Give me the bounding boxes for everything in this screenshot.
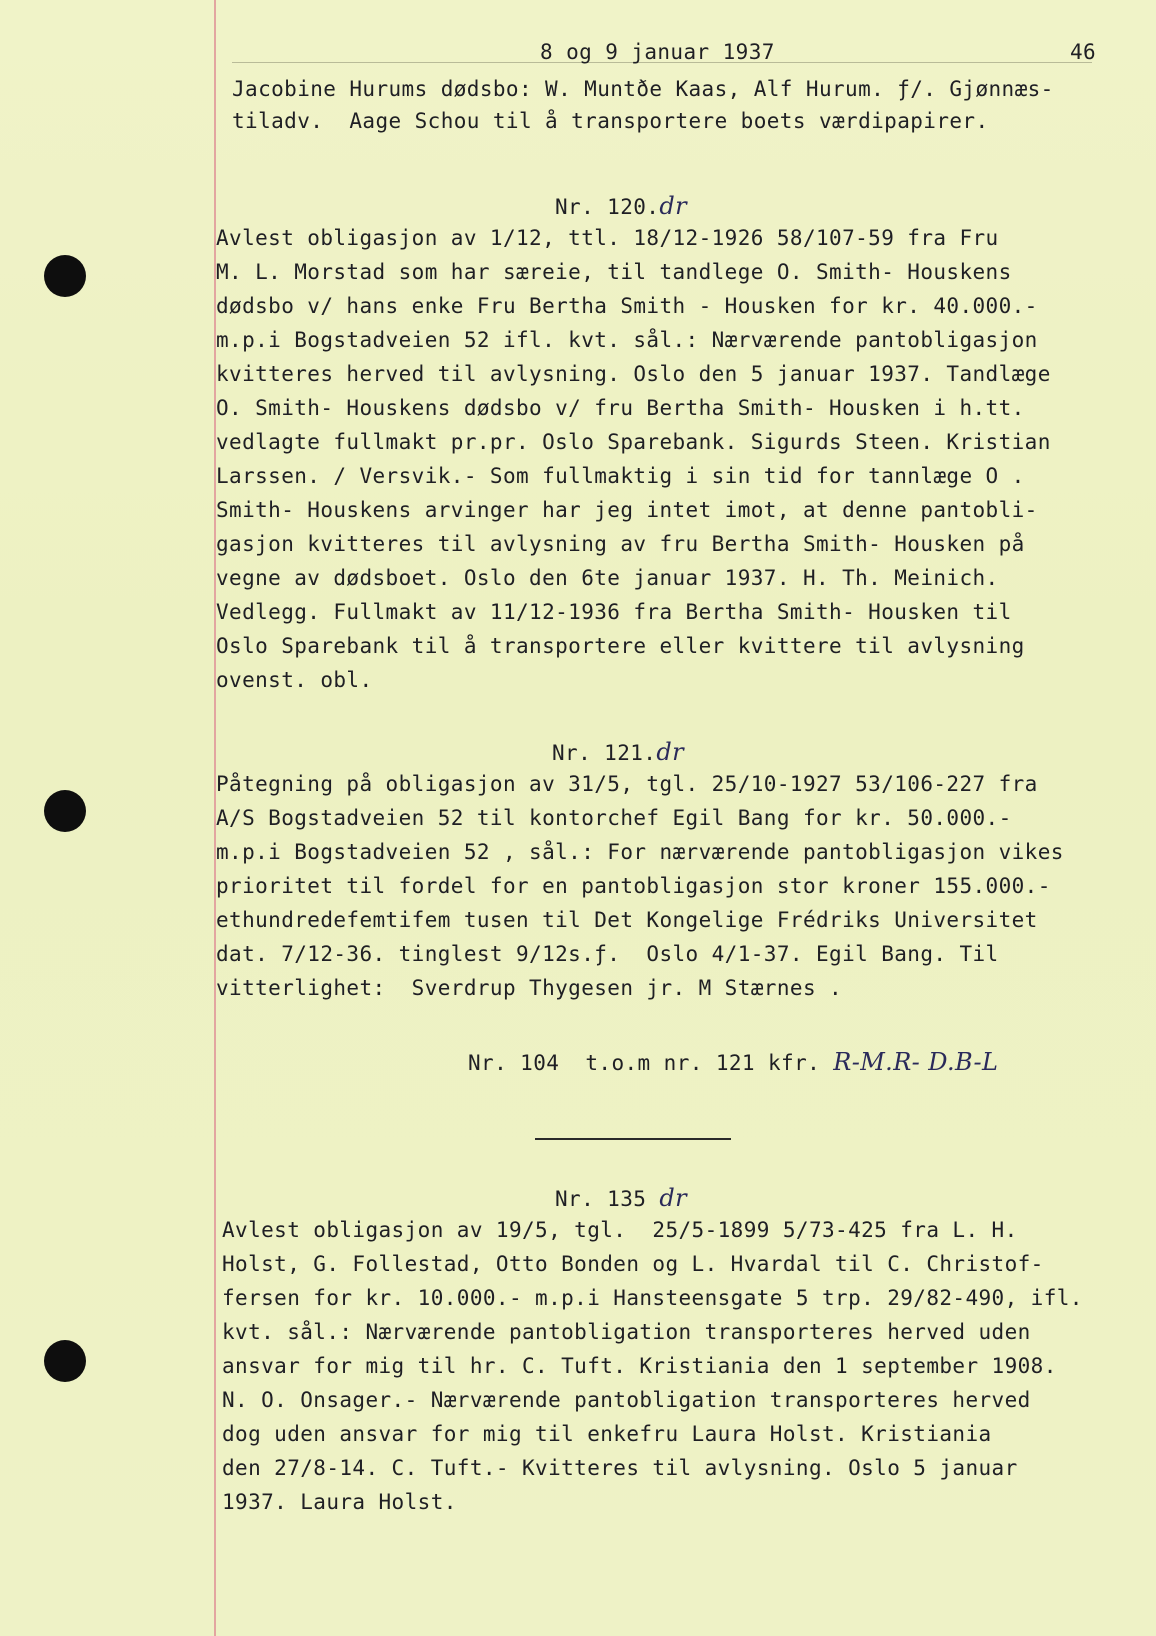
entry-line: dødsbo v/ hans enke Fru Bertha Smith - Housken for kr. 40.000.- — [216, 294, 1038, 318]
entry-line: dog uden ansvar for mig til enkefru Laura Holst. Kristiania — [222, 1422, 992, 1446]
entry-line: A/S Bogstadveien 52 til kontorchef Egil Bang for kr. 50.000.- — [216, 806, 1012, 830]
intro-line: Jacobine Hurums dødsbo: W. Muntðe Kaas, Alf Hurum. ƒ/. Gjønnæs- — [232, 77, 1054, 101]
entry-line: fersen for kr. 10.000.- m.p.i Hansteensgate 5 trp. 29/82-490, ifl. — [222, 1286, 1083, 1310]
entry-number: Nr. 120. — [555, 195, 660, 219]
entry-line: gasjon kvitteres til avlysning av fru Bertha Smith- Housken på — [216, 532, 1025, 556]
entry-line: Vedlegg. Fullmakt av 11/12-1936 fra Bertha Smith- Housken til — [216, 600, 1012, 624]
entry-heading — [555, 1184, 687, 1212]
entry-initials: dr — [659, 1184, 687, 1212]
entry-line: ovenst. obl. — [216, 668, 373, 692]
entry-line: ethundredefemtifem tusen til Det Kongelige Frédriks Universitet — [216, 908, 1038, 932]
punch-hole-bottom — [44, 1340, 86, 1382]
entry-line: den 27/8-14. C. Tuft.- Kvitteres til avlysning. Oslo 5 januar — [222, 1456, 1018, 1480]
entry-line: dat. 7/12-36. tinglest 9/12s.ƒ. Oslo 4/1-37. Egil Bang. Til — [216, 942, 999, 966]
entry-line: ansvar for mig til hr. C. Tuft. Kristiania den 1 september 1908. — [222, 1354, 1057, 1378]
entry-line: Larssen. / Versvik.- Som fullmaktig i sin tid for tannlæge O . — [216, 464, 1025, 488]
entry-line: vegne av dødsboet. Oslo den 6te januar 1937. H. Th. Meinich. — [216, 566, 999, 590]
section-divider — [535, 1138, 731, 1140]
entry-heading — [552, 738, 684, 766]
entry-line: Holst, G. Follestad, Otto Bonden og L. Hvardal til C. Christof- — [222, 1252, 1044, 1276]
entry-line: Avlest obligasjon av 1/12, ttl. 18/12-1926 58/107-59 fra Fru — [216, 226, 999, 250]
reference-line — [468, 1048, 998, 1076]
entry-line: Oslo Sparebank til å transportere eller kvittere til avlysning — [216, 634, 1025, 658]
page-number: 46 — [1070, 40, 1097, 64]
entry-line: m.p.i Bogstadveien 52 , sål.: For nærværende pantobligasjon vikes — [216, 840, 1064, 864]
entry-line: Smith- Houskens arvinger har jeg intet imot, at denne pantobli- — [216, 498, 1038, 522]
entry-line: Avlest obligasjon av 19/5, tgl. 25/5-1899 5/73-425 fra L. H. — [222, 1218, 1018, 1242]
reference-text: Nr. 104 t.o.m nr. 121 kfr. — [468, 1051, 821, 1075]
entry-line: kvitteres herved til avlysning. Oslo den 5 januar 1937. Tandlæge — [216, 362, 1051, 386]
entry-line: prioritet til fordel for en pantobligasjon stor kroner 155.000.- — [216, 874, 1051, 898]
header-date: 8 og 9 januar 1937 — [540, 40, 775, 64]
entry-number: Nr. 121. — [552, 741, 657, 765]
entry-line: N. O. Onsager.- Nærværende pantobligation transporteres herved — [222, 1388, 1031, 1412]
entry-initials: dr — [659, 192, 687, 220]
entry-line: Påtegning på obligasjon av 31/5, tgl. 25/10-1927 53/106-227 fra — [216, 772, 1038, 796]
entry-line: vedlagte fullmakt pr.pr. Oslo Sparebank. Sigurds Steen. Kristian — [216, 430, 1051, 454]
entry-line: kvt. sål.: Nærværende pantobligation transporteres herved uden — [222, 1320, 1031, 1344]
entry-number: Nr. 135 — [555, 1187, 647, 1211]
punch-hole-top — [44, 255, 86, 297]
entry-line: 1937. Laura Holst. — [222, 1490, 457, 1514]
entry-line: O. Smith- Houskens dødsbo v/ fru Bertha Smith- Housken i h.tt. — [216, 396, 1025, 420]
entry-line: M. L. Morstad som har særeie, til tandlege O. Smith- Houskens — [216, 260, 1012, 284]
entry-initials: dr — [656, 738, 684, 766]
reference-signature: R-M.R- D.B-L — [833, 1048, 999, 1076]
punch-hole-middle — [44, 790, 86, 832]
entry-heading — [555, 192, 687, 220]
intro-line: tiladv. Aage Schou til å transportere boets værdipapirer. — [232, 109, 989, 133]
entry-line: vitterlighet: Sverdrup Thygesen jr. M Stærnes . — [216, 976, 843, 1000]
entry-line: m.p.i Bogstadveien 52 ifl. kvt. sål.: Nærværende pantobligasjon — [216, 328, 1038, 352]
